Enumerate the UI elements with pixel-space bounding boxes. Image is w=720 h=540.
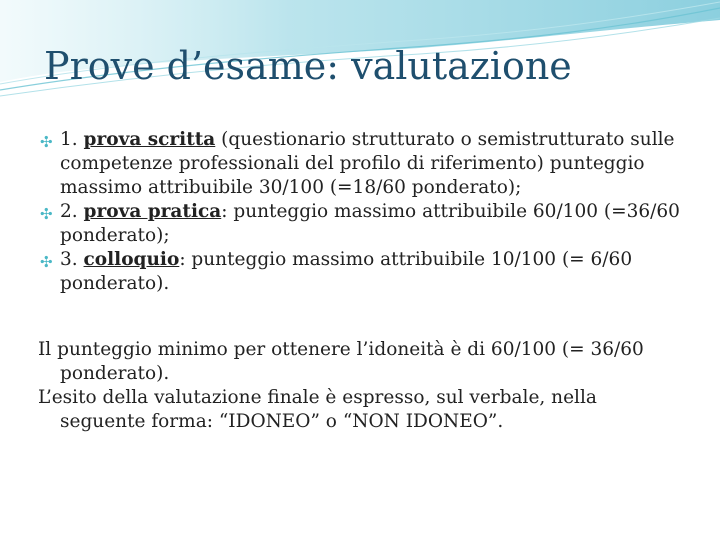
- item-text: : punteggio massimo attribuibile 60/100 (=36/60 ponderato);: [60, 201, 680, 246]
- item-number: 2.: [60, 201, 84, 222]
- bullet-list: [38, 128, 688, 296]
- slide-title: Prove d’esame: valutazione: [44, 44, 572, 88]
- slide-content: [38, 128, 688, 434]
- ornament-bullet-icon: ✣: [40, 205, 53, 223]
- list-item: [38, 128, 688, 200]
- list-item: [38, 248, 688, 296]
- ornament-bullet-icon: ✣: [40, 253, 53, 271]
- item-highlight: prova scritta: [83, 129, 216, 150]
- item-number: 1.: [60, 129, 84, 150]
- ornament-bullet-icon: ✣: [40, 133, 53, 151]
- item-highlight: prova pratica: [83, 201, 222, 222]
- item-text: : punteggio massimo attribuibile 10/100 (= 6/60 ponderato).: [60, 249, 633, 294]
- item-number: 3.: [60, 249, 84, 270]
- list-item: [38, 200, 688, 248]
- item-highlight: colloquio: [83, 249, 180, 270]
- item-text: (questionario strutturato o semistrutturato sulle competenze professionali del profilo di riferimento) punteggio massimo attribuibile 30/100 (=18/60 ponderato);: [60, 129, 675, 198]
- outcome-paragraph: L’esito della valutazione finale è espresso, sul verbale, nella seguente forma: “IDONEO” o “NON IDONEO”.: [38, 387, 597, 432]
- minimum-score-paragraph: Il punteggio minimo per ottenere l’idoneità è di 60/100 (= 36/60 ponderato).: [38, 339, 644, 384]
